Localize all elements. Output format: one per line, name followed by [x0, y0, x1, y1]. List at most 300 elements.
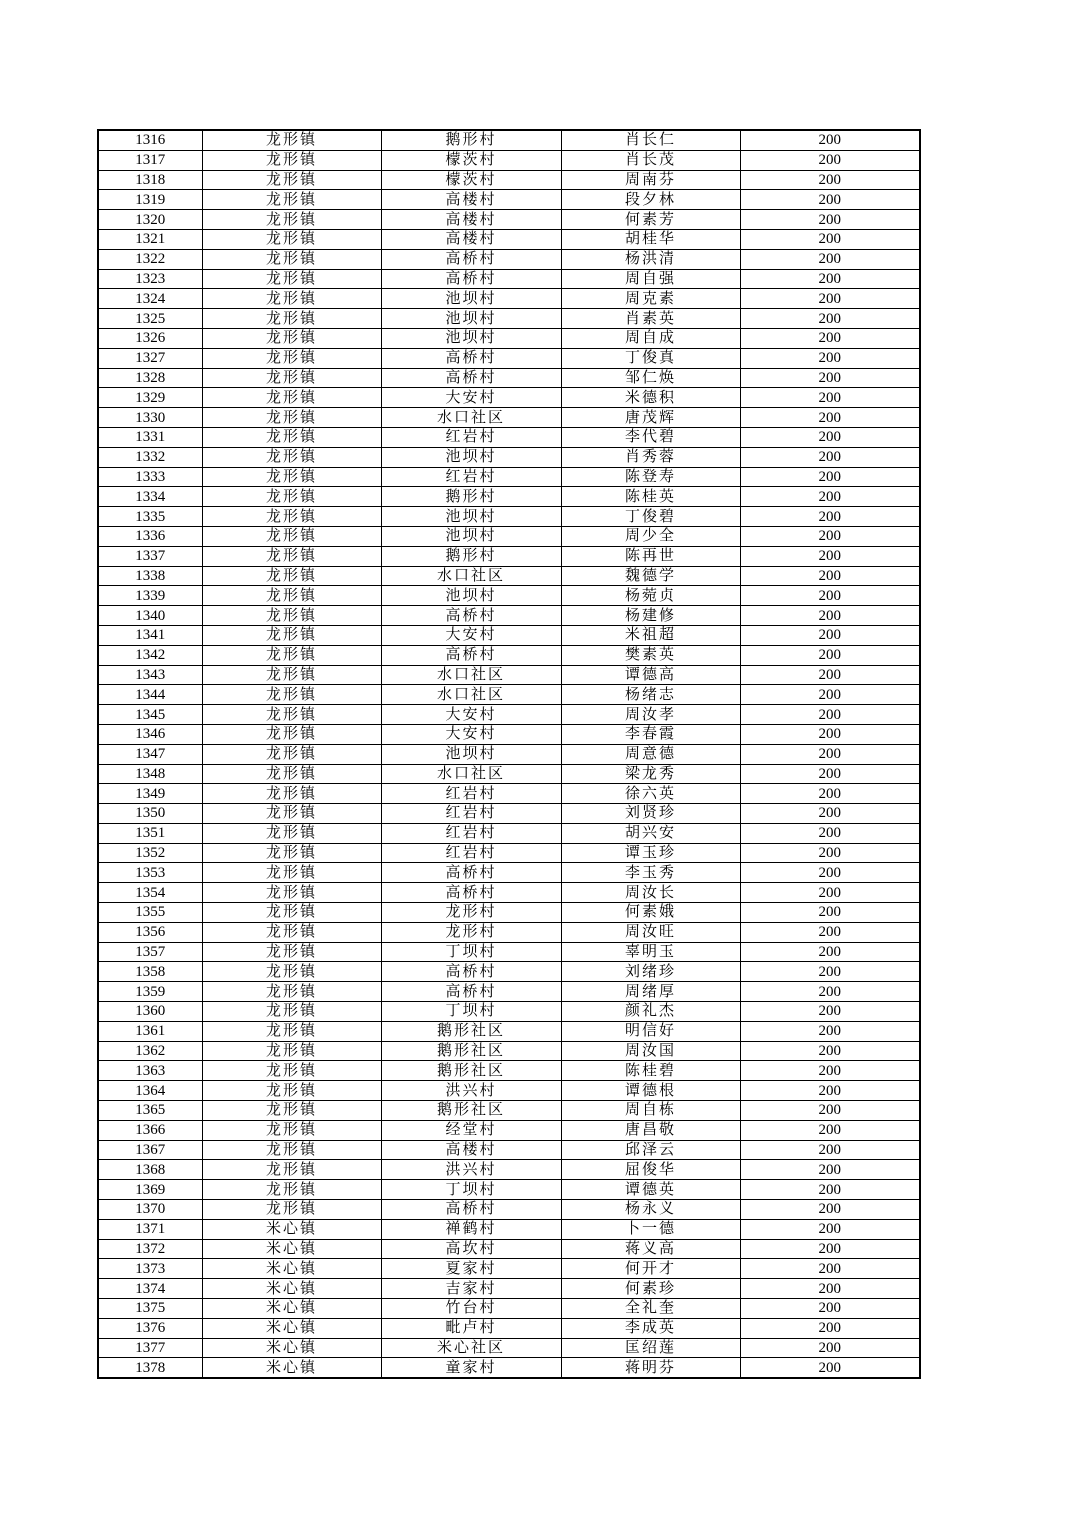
row-number-cell: 1332	[98, 447, 202, 467]
village-cell: 红岩村	[381, 843, 561, 863]
town-cell: 龙形镇	[202, 487, 381, 507]
row-number-cell: 1323	[98, 269, 202, 289]
town-cell: 龙形镇	[202, 823, 381, 843]
name-cell: 谭德英	[561, 1180, 740, 1200]
amount-cell: 200	[740, 1101, 920, 1121]
row-number-cell: 1344	[98, 685, 202, 705]
table-row	[98, 744, 920, 764]
village-cell: 吉家村	[381, 1279, 561, 1299]
town-cell: 龙形镇	[202, 427, 381, 447]
amount-cell: 200	[740, 1338, 920, 1358]
name-cell: 段夕林	[561, 190, 740, 210]
name-cell: 刘贤珍	[561, 804, 740, 824]
table-row	[98, 328, 920, 348]
row-number-cell: 1343	[98, 665, 202, 685]
amount-cell: 200	[740, 229, 920, 249]
amount-cell: 200	[740, 249, 920, 269]
amount-cell: 200	[740, 150, 920, 170]
table-body	[98, 130, 920, 1378]
table-row	[98, 823, 920, 843]
town-cell: 龙形镇	[202, 546, 381, 566]
name-cell: 肖长茂	[561, 150, 740, 170]
town-cell: 龙形镇	[202, 1041, 381, 1061]
table-row	[98, 170, 920, 190]
town-cell: 龙形镇	[202, 903, 381, 923]
name-cell: 何素娥	[561, 903, 740, 923]
name-cell: 刘绪珍	[561, 962, 740, 982]
amount-cell: 200	[740, 1061, 920, 1081]
name-cell: 周意德	[561, 744, 740, 764]
amount-cell: 200	[740, 1200, 920, 1220]
town-cell: 龙形镇	[202, 685, 381, 705]
table-row	[98, 1259, 920, 1279]
amount-cell: 200	[740, 1299, 920, 1319]
amount-cell: 200	[740, 685, 920, 705]
town-cell: 龙形镇	[202, 566, 381, 586]
name-cell: 蒋义高	[561, 1239, 740, 1259]
row-number-cell: 1371	[98, 1219, 202, 1239]
town-cell: 龙形镇	[202, 982, 381, 1002]
amount-cell: 200	[740, 190, 920, 210]
village-cell: 鹅形村	[381, 487, 561, 507]
town-cell: 龙形镇	[202, 784, 381, 804]
row-number-cell: 1370	[98, 1200, 202, 1220]
name-cell: 周汝长	[561, 883, 740, 903]
row-number-cell: 1345	[98, 705, 202, 725]
amount-cell: 200	[740, 1318, 920, 1338]
amount-cell: 200	[740, 784, 920, 804]
name-cell: 周自成	[561, 328, 740, 348]
village-cell: 禅鹤村	[381, 1219, 561, 1239]
row-number-cell: 1333	[98, 467, 202, 487]
village-cell: 丁坝村	[381, 1002, 561, 1022]
town-cell: 龙形镇	[202, 289, 381, 309]
row-number-cell: 1339	[98, 586, 202, 606]
table-row	[98, 150, 920, 170]
table-row	[98, 625, 920, 645]
town-cell: 龙形镇	[202, 586, 381, 606]
name-cell: 周自强	[561, 269, 740, 289]
village-cell: 丁坝村	[381, 942, 561, 962]
row-number-cell: 1321	[98, 229, 202, 249]
town-cell: 龙形镇	[202, 645, 381, 665]
table-row	[98, 1200, 920, 1220]
village-cell: 鹅形社区	[381, 1021, 561, 1041]
table-row	[98, 507, 920, 527]
village-cell: 红岩村	[381, 427, 561, 447]
village-cell: 高坎村	[381, 1239, 561, 1259]
amount-cell: 200	[740, 586, 920, 606]
town-cell: 龙形镇	[202, 309, 381, 329]
row-number-cell: 1365	[98, 1101, 202, 1121]
row-number-cell: 1377	[98, 1338, 202, 1358]
table-row	[98, 1239, 920, 1259]
town-cell: 龙形镇	[202, 348, 381, 368]
village-cell: 池坝村	[381, 526, 561, 546]
table-row	[98, 1002, 920, 1022]
amount-cell: 200	[740, 130, 920, 150]
town-cell: 龙形镇	[202, 922, 381, 942]
town-cell: 龙形镇	[202, 744, 381, 764]
town-cell: 龙形镇	[202, 1120, 381, 1140]
row-number-cell: 1353	[98, 863, 202, 883]
name-cell: 周自栋	[561, 1101, 740, 1121]
town-cell: 龙形镇	[202, 942, 381, 962]
village-cell: 红岩村	[381, 467, 561, 487]
town-cell: 米心镇	[202, 1279, 381, 1299]
table-row	[98, 1160, 920, 1180]
town-cell: 龙形镇	[202, 705, 381, 725]
name-cell: 杨永义	[561, 1200, 740, 1220]
amount-cell: 200	[740, 526, 920, 546]
name-cell: 梁龙秀	[561, 764, 740, 784]
row-number-cell: 1336	[98, 526, 202, 546]
amount-cell: 200	[740, 942, 920, 962]
table-row	[98, 1180, 920, 1200]
row-number-cell: 1372	[98, 1239, 202, 1259]
table-row	[98, 229, 920, 249]
town-cell: 米心镇	[202, 1338, 381, 1358]
row-number-cell: 1351	[98, 823, 202, 843]
village-cell: 龙形村	[381, 903, 561, 923]
village-cell: 经堂村	[381, 1120, 561, 1140]
amount-cell: 200	[740, 1239, 920, 1259]
village-cell: 池坝村	[381, 328, 561, 348]
row-number-cell: 1349	[98, 784, 202, 804]
village-cell: 水口社区	[381, 685, 561, 705]
amount-cell: 200	[740, 566, 920, 586]
table-row	[98, 408, 920, 428]
town-cell: 龙形镇	[202, 1160, 381, 1180]
amount-cell: 200	[740, 823, 920, 843]
village-cell: 洪兴村	[381, 1081, 561, 1101]
name-cell: 唐茂辉	[561, 408, 740, 428]
name-cell: 李春霞	[561, 724, 740, 744]
town-cell: 龙形镇	[202, 507, 381, 527]
name-cell: 邱泽云	[561, 1140, 740, 1160]
village-cell: 高桥村	[381, 348, 561, 368]
name-cell: 何开才	[561, 1259, 740, 1279]
row-number-cell: 1352	[98, 843, 202, 863]
name-cell: 丁俊碧	[561, 507, 740, 527]
village-cell: 鹅形社区	[381, 1061, 561, 1081]
row-number-cell: 1340	[98, 606, 202, 626]
row-number-cell: 1326	[98, 328, 202, 348]
town-cell: 龙形镇	[202, 804, 381, 824]
table-row	[98, 427, 920, 447]
table-row	[98, 447, 920, 467]
village-cell: 池坝村	[381, 289, 561, 309]
village-cell: 鹅形村	[381, 546, 561, 566]
town-cell: 龙形镇	[202, 1200, 381, 1220]
amount-cell: 200	[740, 1140, 920, 1160]
name-cell: 胡桂华	[561, 229, 740, 249]
name-cell: 陈再世	[561, 546, 740, 566]
table-row	[98, 210, 920, 230]
table-row	[98, 685, 920, 705]
town-cell: 龙形镇	[202, 1180, 381, 1200]
amount-cell: 200	[740, 724, 920, 744]
village-cell: 高桥村	[381, 645, 561, 665]
table-row	[98, 645, 920, 665]
village-cell: 丁坝村	[381, 1180, 561, 1200]
village-cell: 池坝村	[381, 309, 561, 329]
town-cell: 龙形镇	[202, 606, 381, 626]
town-cell: 龙形镇	[202, 883, 381, 903]
village-cell: 檬茨村	[381, 170, 561, 190]
town-cell: 龙形镇	[202, 1140, 381, 1160]
table-row	[98, 962, 920, 982]
table-row	[98, 606, 920, 626]
amount-cell: 200	[740, 1160, 920, 1180]
amount-cell: 200	[740, 1081, 920, 1101]
row-number-cell: 1361	[98, 1021, 202, 1041]
row-number-cell: 1316	[98, 130, 202, 150]
row-number-cell: 1334	[98, 487, 202, 507]
village-cell: 米心社区	[381, 1338, 561, 1358]
amount-cell: 200	[740, 1219, 920, 1239]
village-cell: 高桥村	[381, 269, 561, 289]
village-cell: 池坝村	[381, 744, 561, 764]
name-cell: 陈桂碧	[561, 1061, 740, 1081]
table-row	[98, 348, 920, 368]
row-number-cell: 1348	[98, 764, 202, 784]
table-row	[98, 1140, 920, 1160]
table-row	[98, 586, 920, 606]
spreadsheet-table-container	[97, 129, 919, 1379]
name-cell: 徐六英	[561, 784, 740, 804]
name-cell: 周克素	[561, 289, 740, 309]
name-cell: 陈桂英	[561, 487, 740, 507]
town-cell: 龙形镇	[202, 388, 381, 408]
row-number-cell: 1359	[98, 982, 202, 1002]
amount-cell: 200	[740, 309, 920, 329]
table-row	[98, 922, 920, 942]
table-row	[98, 487, 920, 507]
data-table	[97, 129, 921, 1379]
table-row	[98, 566, 920, 586]
row-number-cell: 1338	[98, 566, 202, 586]
row-number-cell: 1341	[98, 625, 202, 645]
row-number-cell: 1378	[98, 1358, 202, 1378]
row-number-cell: 1337	[98, 546, 202, 566]
amount-cell: 200	[740, 289, 920, 309]
village-cell: 鹅形社区	[381, 1101, 561, 1121]
village-cell: 大安村	[381, 724, 561, 744]
row-number-cell: 1330	[98, 408, 202, 428]
row-number-cell: 1362	[98, 1041, 202, 1061]
name-cell: 匡绍莲	[561, 1338, 740, 1358]
table-row	[98, 982, 920, 1002]
village-cell: 夏家村	[381, 1259, 561, 1279]
village-cell: 红岩村	[381, 784, 561, 804]
town-cell: 米心镇	[202, 1358, 381, 1378]
amount-cell: 200	[740, 348, 920, 368]
town-cell: 米心镇	[202, 1239, 381, 1259]
name-cell: 何素芳	[561, 210, 740, 230]
amount-cell: 200	[740, 269, 920, 289]
name-cell: 邹仁焕	[561, 368, 740, 388]
village-cell: 高桥村	[381, 863, 561, 883]
table-row	[98, 705, 920, 725]
table-row	[98, 309, 920, 329]
village-cell: 高楼村	[381, 1140, 561, 1160]
row-number-cell: 1373	[98, 1259, 202, 1279]
village-cell: 高桥村	[381, 1200, 561, 1220]
row-number-cell: 1354	[98, 883, 202, 903]
table-row	[98, 1318, 920, 1338]
table-row	[98, 526, 920, 546]
row-number-cell: 1325	[98, 309, 202, 329]
name-cell: 谭玉珍	[561, 843, 740, 863]
name-cell: 肖秀蓉	[561, 447, 740, 467]
amount-cell: 200	[740, 368, 920, 388]
table-row	[98, 1299, 920, 1319]
name-cell: 周汝旺	[561, 922, 740, 942]
row-number-cell: 1328	[98, 368, 202, 388]
town-cell: 龙形镇	[202, 249, 381, 269]
name-cell: 辜明玉	[561, 942, 740, 962]
name-cell: 李玉秀	[561, 863, 740, 883]
row-number-cell: 1367	[98, 1140, 202, 1160]
name-cell: 蒋明芬	[561, 1358, 740, 1378]
village-cell: 高桥村	[381, 368, 561, 388]
amount-cell: 200	[740, 1021, 920, 1041]
town-cell: 龙形镇	[202, 170, 381, 190]
table-row	[98, 1219, 920, 1239]
row-number-cell: 1368	[98, 1160, 202, 1180]
town-cell: 龙形镇	[202, 843, 381, 863]
name-cell: 米祖超	[561, 625, 740, 645]
table-row	[98, 903, 920, 923]
town-cell: 龙形镇	[202, 863, 381, 883]
village-cell: 竹台村	[381, 1299, 561, 1319]
row-number-cell: 1319	[98, 190, 202, 210]
name-cell: 樊素英	[561, 645, 740, 665]
amount-cell: 200	[740, 447, 920, 467]
amount-cell: 200	[740, 1041, 920, 1061]
town-cell: 龙形镇	[202, 269, 381, 289]
amount-cell: 200	[740, 210, 920, 230]
town-cell: 米心镇	[202, 1259, 381, 1279]
amount-cell: 200	[740, 1002, 920, 1022]
town-cell: 龙形镇	[202, 1101, 381, 1121]
table-row	[98, 1279, 920, 1299]
village-cell: 水口社区	[381, 665, 561, 685]
town-cell: 龙形镇	[202, 408, 381, 428]
row-number-cell: 1369	[98, 1180, 202, 1200]
town-cell: 龙形镇	[202, 1061, 381, 1081]
row-number-cell: 1360	[98, 1002, 202, 1022]
name-cell: 杨绪志	[561, 685, 740, 705]
town-cell: 龙形镇	[202, 210, 381, 230]
table-row	[98, 1021, 920, 1041]
table-row	[98, 1120, 920, 1140]
village-cell: 高楼村	[381, 229, 561, 249]
row-number-cell: 1350	[98, 804, 202, 824]
row-number-cell: 1317	[98, 150, 202, 170]
village-cell: 水口社区	[381, 408, 561, 428]
row-number-cell: 1327	[98, 348, 202, 368]
amount-cell: 200	[740, 883, 920, 903]
table-row	[98, 883, 920, 903]
town-cell: 龙形镇	[202, 1081, 381, 1101]
village-cell: 红岩村	[381, 823, 561, 843]
row-number-cell: 1320	[98, 210, 202, 230]
town-cell: 米心镇	[202, 1318, 381, 1338]
table-row	[98, 764, 920, 784]
amount-cell: 200	[740, 408, 920, 428]
table-row	[98, 863, 920, 883]
name-cell: 卜一德	[561, 1219, 740, 1239]
name-cell: 谭德根	[561, 1081, 740, 1101]
town-cell: 龙形镇	[202, 328, 381, 348]
amount-cell: 200	[740, 487, 920, 507]
town-cell: 龙形镇	[202, 1021, 381, 1041]
row-number-cell: 1357	[98, 942, 202, 962]
amount-cell: 200	[740, 764, 920, 784]
village-cell: 高桥村	[381, 962, 561, 982]
table-row	[98, 1338, 920, 1358]
row-number-cell: 1375	[98, 1299, 202, 1319]
table-row	[98, 190, 920, 210]
village-cell: 高楼村	[381, 210, 561, 230]
row-number-cell: 1342	[98, 645, 202, 665]
village-cell: 大安村	[381, 625, 561, 645]
row-number-cell: 1366	[98, 1120, 202, 1140]
table-row	[98, 942, 920, 962]
town-cell: 龙形镇	[202, 150, 381, 170]
table-row	[98, 249, 920, 269]
table-row	[98, 1061, 920, 1081]
name-cell: 胡兴安	[561, 823, 740, 843]
name-cell: 屈俊华	[561, 1160, 740, 1180]
table-row	[98, 1358, 920, 1378]
amount-cell: 200	[740, 645, 920, 665]
town-cell: 龙形镇	[202, 724, 381, 744]
amount-cell: 200	[740, 665, 920, 685]
table-row	[98, 269, 920, 289]
amount-cell: 200	[740, 863, 920, 883]
table-row	[98, 467, 920, 487]
village-cell: 大安村	[381, 388, 561, 408]
amount-cell: 200	[740, 328, 920, 348]
name-cell: 谭德高	[561, 665, 740, 685]
village-cell: 红岩村	[381, 804, 561, 824]
name-cell: 全礼奎	[561, 1299, 740, 1319]
amount-cell: 200	[740, 744, 920, 764]
table-row	[98, 1101, 920, 1121]
town-cell: 龙形镇	[202, 190, 381, 210]
amount-cell: 200	[740, 507, 920, 527]
amount-cell: 200	[740, 1279, 920, 1299]
row-number-cell: 1346	[98, 724, 202, 744]
amount-cell: 200	[740, 1358, 920, 1378]
village-cell: 鹅形社区	[381, 1041, 561, 1061]
row-number-cell: 1329	[98, 388, 202, 408]
village-cell: 童家村	[381, 1358, 561, 1378]
table-row	[98, 724, 920, 744]
name-cell: 颜礼杰	[561, 1002, 740, 1022]
row-number-cell: 1376	[98, 1318, 202, 1338]
town-cell: 龙形镇	[202, 665, 381, 685]
amount-cell: 200	[740, 388, 920, 408]
amount-cell: 200	[740, 546, 920, 566]
village-cell: 洪兴村	[381, 1160, 561, 1180]
village-cell: 高桥村	[381, 606, 561, 626]
table-row	[98, 289, 920, 309]
table-row	[98, 804, 920, 824]
